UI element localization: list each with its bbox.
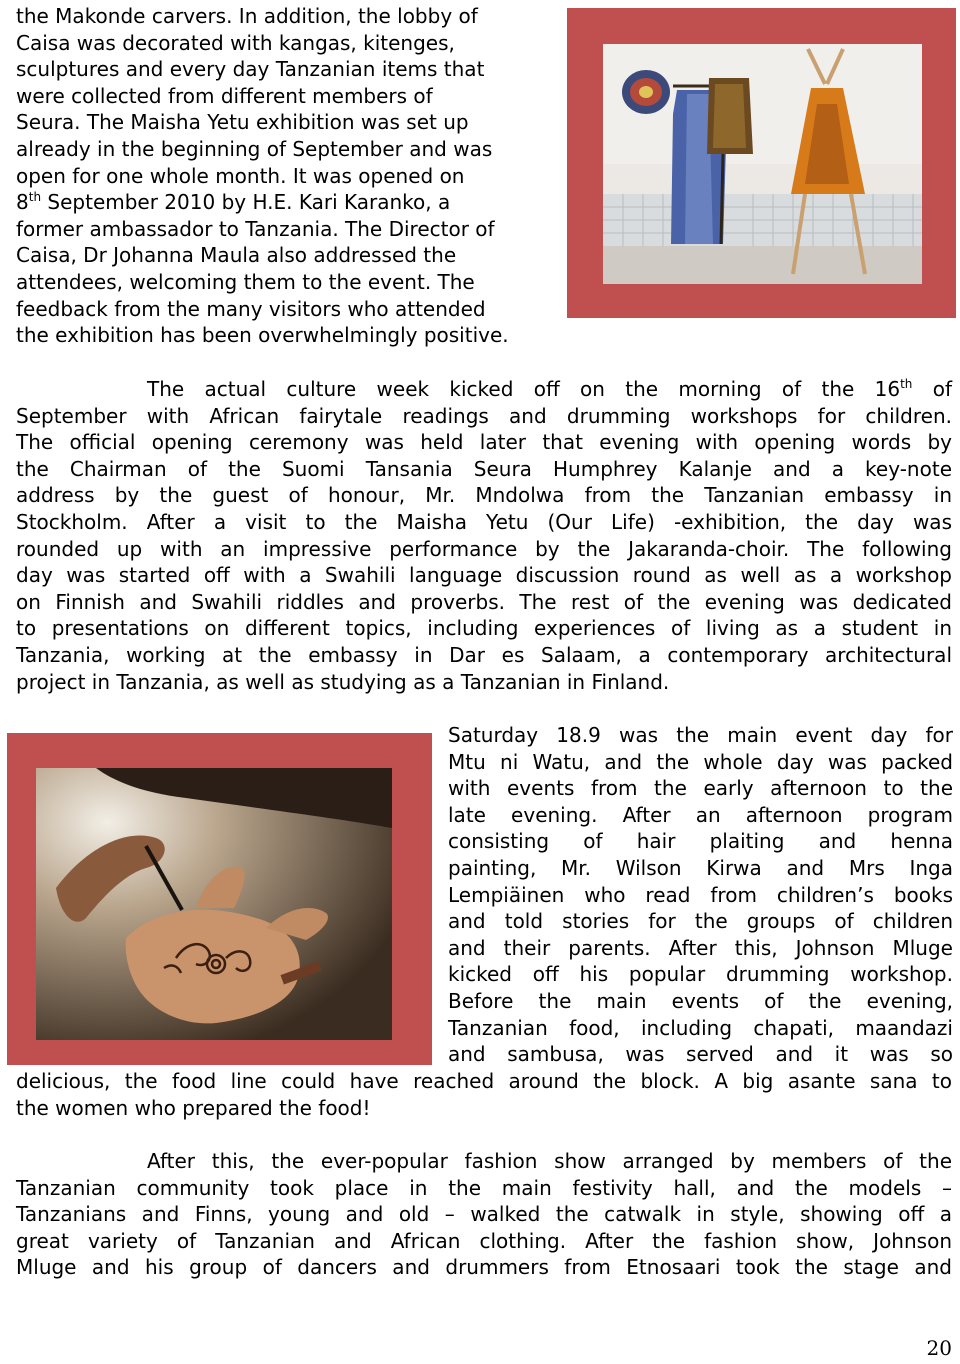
text-line: already in the beginning of September and was — [16, 136, 493, 161]
text-line: Mtu ni Watu, and the whole day was packed — [448, 749, 953, 774]
clothing-display-illustration — [603, 44, 922, 284]
text-line: the exhibition has been overwhelmingly positive. — [16, 323, 509, 348]
paragraph-fashion-show — [16, 1148, 952, 1281]
paragraph-culture-week — [16, 376, 952, 695]
text-line: Mluge and his group of dancers and drummers from Etnosaari took the stage and — [16, 1255, 952, 1280]
text-line: Tanzanian food, including chapati, maandazi — [448, 1015, 953, 1040]
text-line: Tanzanians and Finns, young and old – walked the catwalk in style, showing off a — [16, 1202, 952, 1227]
text-line: Saturday 18.9 was the main event day for — [448, 723, 953, 747]
text-line: and their parents. After this, Johnson Mluge — [448, 935, 953, 960]
page-number: 20 — [926, 1336, 952, 1360]
text-line: kicked off his popular drumming workshop. — [448, 962, 953, 987]
henna-painting-illustration — [36, 768, 392, 1040]
text-line: painting, Mr. Wilson Kirwa and Mrs Inga — [448, 855, 953, 880]
text-line: The official opening ceremony was held later that evening with opening words by — [16, 430, 952, 455]
text-line: address by the guest of honour, Mr. Mndolwa from the Tanzanian embassy in — [16, 483, 952, 508]
text-line: rounded up with an impressive performance by the Jakaranda-choir. The following — [16, 536, 952, 561]
text-line: the Chairman of the Suomi Tansania Seura Humphrey Kalanje and a key-note — [16, 456, 952, 481]
text-line: After this, the ever-popular fashion show arranged by members of the — [147, 1149, 952, 1173]
text-line: Tanzanian community took place in the main festivity hall, and the models – — [16, 1175, 952, 1200]
text-line: Caisa was decorated with kangas, kitenges, — [16, 30, 455, 55]
text-line: attendees, welcoming them to the event. The — [16, 269, 475, 294]
text-line: on Finnish and Swahili riddles and proverbs. The rest of the evening was dedicated — [16, 589, 952, 614]
text-line: Tanzania, working at the embassy in Dar es Salaam, a contemporary architectural — [16, 642, 952, 667]
text-line: late evening. After an afternoon program — [448, 802, 953, 827]
text-line: were collected from different members of — [16, 83, 433, 108]
text-line: sculptures and every day Tanzanian items that — [16, 57, 485, 82]
text-line-with-superscript: 8th September 2010 by H.E. Kari Karanko, a — [16, 190, 451, 215]
text-line: Seura. The Maisha Yetu exhibition was set up — [16, 110, 469, 135]
text-line: delicious, the food line could have reached around the block. A big asante sana to — [16, 1069, 952, 1093]
text-line: great variety of Tanzanian and African clothing. After the fashion show, Johnson — [16, 1228, 952, 1253]
paragraph-main-event-day-continued — [16, 1068, 952, 1121]
text-line: Before the main events of the evening, — [448, 988, 953, 1013]
text-line: September with African fairytale readings and drumming workshops for children. — [16, 403, 952, 428]
text-line: with events from the early afternoon to the — [448, 776, 953, 801]
paragraph-lobby-exhibition — [16, 3, 556, 349]
text-line: Stockholm. After a visit to the Maisha Yetu (Our Life) -exhibition, the day was — [16, 509, 952, 534]
text-line-with-superscript: The actual culture week kicked off on the morning of the 16th of — [147, 377, 952, 401]
text-line: Caisa, Dr Johanna Maula also addressed the — [16, 243, 457, 268]
text-line: and sambusa, was served and it was so — [448, 1042, 953, 1067]
photo-henna-painting — [36, 768, 392, 1040]
text-line: to presentations on different topics, including experiences of living as a student in — [16, 616, 952, 641]
text-line: former ambassador to Tanzania. The Director of — [16, 216, 495, 241]
text-line: the women who prepared the food! — [16, 1095, 371, 1120]
text-line: day was started off with a Swahili language discussion round as well as a workshop — [16, 563, 952, 588]
text-line: Lempiäinen who read from children’s books — [448, 882, 953, 907]
text-line: feedback from the many visitors who attended — [16, 296, 486, 321]
text-line: consisting of hair plaiting and henna — [448, 829, 953, 854]
photo-clothing-display — [603, 44, 922, 284]
text-line: open for one whole month. It was opened on — [16, 163, 465, 188]
text-line: and told stories for the groups of children — [448, 909, 953, 934]
text-line: the Makonde carvers. In addition, the lobby of — [16, 4, 478, 28]
text-line: project in Tanzania, as well as studying as a Tanzanian in Finland. — [16, 669, 670, 694]
paragraph-main-event-day — [448, 722, 953, 1068]
